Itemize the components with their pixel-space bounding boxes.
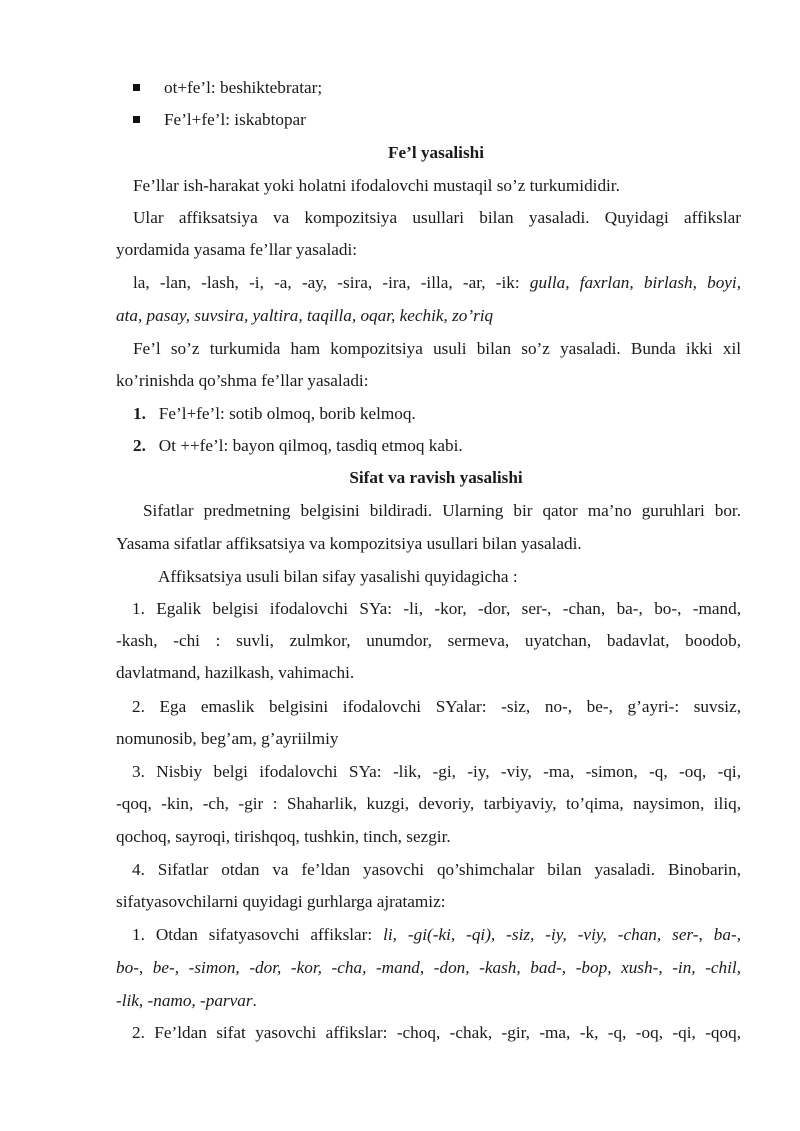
paragraph-line: Affiksatsiya usuli bilan sifay yasalishi quyidagicha : [158,567,518,586]
list-item-line: -qoq, -kin, -ch, -gir : Shaharlik, kuzgi, devoriy, tarbiyaviy, to’qima, naysimon, iliq, [116,794,741,813]
paragraph-line: yordamida yasama fe’llar yasaladi: [116,240,357,259]
list-item-line: nomunosib, beg’am, g’ayriilmiy [116,729,339,748]
item-text: Fe’l+fe’l: sotib olmoq, borib kelmoq. [158,404,416,423]
paragraph-line: Sifatlar predmetning belgisini bildiradi. Ularning bir qator ma’no guruhlari bor. [143,501,741,520]
section-heading: Fe’l yasalishi [388,143,484,162]
affix-examples: bo-, be-, -simon, -dor, -kor, -cha, -mand, -don, -kash, bad-, -bop, xush-, -in, -chil, [116,958,741,977]
bullet-item: Fe’l+fe’l: iskabtopar [164,110,306,129]
sublist-label: 1. Otdan sifatyasovchi affikslar: [132,925,384,944]
item-number: 2. [133,436,146,455]
item-text: Ot ++fe’l: bayon qilmoq, tasdiq etmoq kabi. [158,436,463,455]
paragraph-line: Fe’llar ish-harakat yoki holatni ifodalovchi mustaqil so’z turkumididir. [133,176,620,195]
list-item-line [132,924,741,946]
list-item-line: 2. Ega emaslik belgisini ifodalovchi SYalar: -siz, no-, be-, g’ayri-: suvsiz, [132,697,741,716]
paragraph-line: Fe’l so’z turkumida ham kompozitsiya usuli bilan so’z yasaladi. Bunda ikki xil [133,339,741,358]
affix-examples: li, -gi(-ki, -qi), -siz, -iy, -viy, -chan, ser-, ba-, [383,925,741,944]
list-item-line: 2. Fe’ldan sifat yasovchi affikslar: -choq, -chak, -gir, -ma, -k, -q, -oq, -qi, -qoq, [132,1023,741,1042]
affix-examples: -lik, -namo, -parvar [116,991,253,1010]
bullet-square-icon [133,84,140,91]
item-number: 1. [133,404,146,423]
affix-list: la, -lan, -lash, -i, -a, -ay, -sira, -ira, -illa, -ar, -ik: [133,273,530,292]
list-item-line: 4. Sifatlar otdan va fe’ldan yasovchi qo’shimchalar bilan yasaladi. Binobarin, [132,860,741,879]
period: . [252,991,257,1010]
numbered-item [133,403,758,425]
example-words: ata, pasay, suvsira, yaltira, taqilla, oqar, kechik, zo’riq [116,306,494,325]
paragraph-line: ko’rinishda qo’shma fe’llar yasaladi: [116,371,369,390]
list-item-line: sifatyasovchilarni quyidagi gurhlarga ajratamiz: [116,892,446,911]
paragraph-line: Yasama sifatlar affiksatsiya va kompozitsiya usullari bilan yasaladi. [116,534,582,553]
numbered-item [133,435,758,457]
paragraph-line: Ular affiksatsiya va kompozitsiya usullari bilan yasaladi. Quyidagi affikslar [133,208,741,227]
list-item-line: davlatmand, hazilkash, vahimachi. [116,663,355,682]
example-words: gulla, faxrlan, birlash, boyi, [529,273,742,292]
list-item-line: -kash, -chi : suvli, zulmkor, unumdor, sermeva, uyatchan, badavlat, boodob, [116,631,741,650]
paragraph-line [133,272,741,294]
list-item-line: 1. Egalik belgisi ifodalovchi SYa: -li, -kor, -dor, ser-, -chan, ba-, bo-, -mand, [132,599,741,618]
section-heading: Sifat va ravish yasalishi [349,468,523,487]
bullet-item: ot+fe’l: beshiktebratar; [164,78,323,97]
list-item-line [116,990,741,1012]
bullet-square-icon [133,116,140,123]
list-item-line: 3. Nisbiy belgi ifodalovchi SYa: -lik, -gi, -iy, -viy, -ma, -simon, -q, -oq, -qi, [132,762,741,781]
list-item-line: qochoq, sayroqi, tirishqoq, tushkin, tinch, sezgir. [116,827,451,846]
